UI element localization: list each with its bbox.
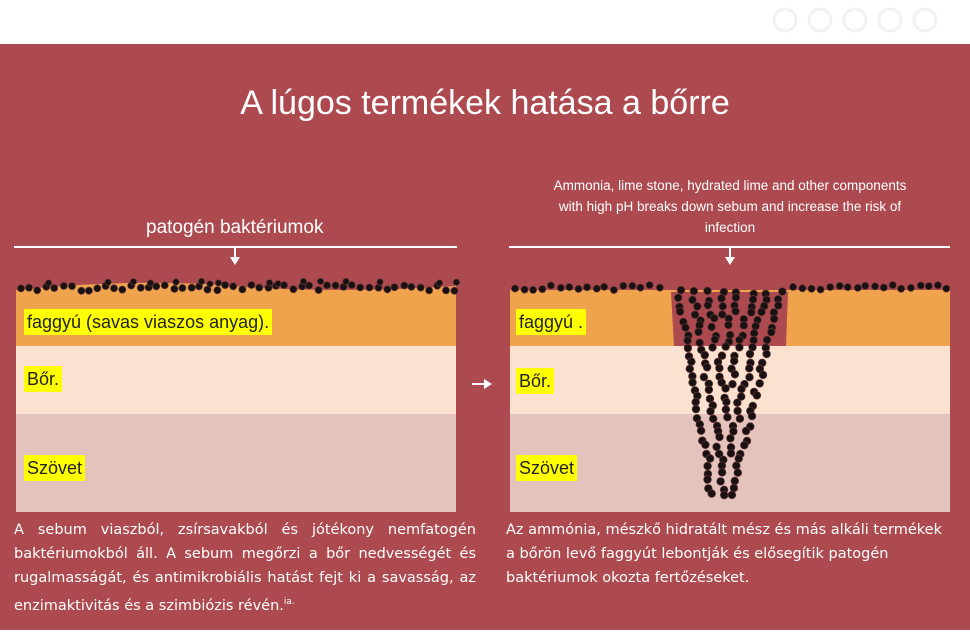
bacterium <box>248 281 255 288</box>
bacterium <box>756 380 764 388</box>
bacterium <box>716 364 724 372</box>
bacterium <box>51 284 58 291</box>
bacterium <box>656 284 663 291</box>
bacterium <box>511 285 518 292</box>
bacterium <box>836 282 843 289</box>
bacterium <box>718 469 726 477</box>
bacterium <box>637 284 644 291</box>
bacterium <box>747 309 755 317</box>
bacterium <box>719 302 727 310</box>
skin-layer <box>16 346 456 414</box>
bacterium <box>222 282 229 289</box>
bacterium <box>707 407 715 415</box>
bacterium <box>722 406 730 414</box>
bacterium <box>817 286 824 293</box>
bacterium <box>729 380 737 388</box>
bacterium <box>917 282 924 289</box>
bacterium <box>748 412 756 420</box>
bacterium <box>790 283 797 290</box>
bacterium <box>749 296 757 304</box>
bacterium <box>799 285 806 292</box>
bacterium <box>676 308 684 316</box>
bacterium <box>521 286 528 293</box>
bacterium <box>750 329 758 337</box>
bacterium <box>78 287 85 294</box>
left-caption <box>14 518 476 618</box>
bacterium <box>709 415 717 423</box>
bacterium <box>214 287 221 294</box>
bacterium <box>767 328 775 336</box>
bacterium <box>34 287 41 294</box>
bacterium <box>436 280 442 286</box>
bacterium <box>871 283 878 290</box>
bacterium <box>716 433 724 441</box>
bacterium <box>774 302 782 310</box>
bacterium <box>384 286 391 293</box>
bacterium <box>708 323 716 331</box>
arrow-down-icon <box>230 257 240 265</box>
bacterium <box>332 282 339 289</box>
bacterium <box>770 315 778 323</box>
bacterium <box>280 282 287 289</box>
bacterium <box>708 490 716 498</box>
bacterium <box>730 484 738 492</box>
bacterium <box>704 301 712 309</box>
diagram-title: A lúgos termékek hatása a bőrre <box>240 84 730 122</box>
arrow-down-icon <box>725 257 735 265</box>
bacterium <box>686 365 694 373</box>
bacterium <box>727 434 735 442</box>
bacterium <box>907 284 914 291</box>
bacterium <box>763 350 771 358</box>
bacterium <box>827 283 834 290</box>
bacterium <box>161 282 168 289</box>
bacterium <box>703 363 711 371</box>
bacterium <box>750 336 758 344</box>
bacterium <box>692 405 700 413</box>
bacterium <box>726 331 734 339</box>
bacterium <box>745 364 753 372</box>
bacterium <box>713 443 721 451</box>
bacterium <box>854 284 861 291</box>
bacterium <box>722 343 730 351</box>
bacterium <box>188 284 195 291</box>
bacterium <box>130 279 136 285</box>
bacterium <box>740 322 748 330</box>
bacterium <box>763 336 771 344</box>
bacterium <box>718 295 726 303</box>
bacterium <box>697 427 705 435</box>
bacterium <box>646 282 653 289</box>
bacterium <box>742 427 750 435</box>
bacterium <box>889 282 896 289</box>
bacterium <box>753 392 761 400</box>
bacterium <box>724 413 732 421</box>
bacterium <box>727 450 735 458</box>
bacterium <box>691 311 699 319</box>
bacterium <box>620 282 627 289</box>
bacterium <box>426 287 433 294</box>
bacterium <box>702 441 710 449</box>
bacterium <box>898 285 905 292</box>
bacterium <box>862 282 869 289</box>
bacterium <box>547 282 554 289</box>
bacterium <box>610 286 617 293</box>
bacterium <box>377 279 383 285</box>
bacterium <box>105 279 111 285</box>
bacterium <box>215 280 221 286</box>
bacterium <box>733 399 741 407</box>
bacterium <box>730 357 738 365</box>
bacterium <box>943 285 950 292</box>
bacterium <box>451 287 458 294</box>
bacterium <box>752 322 760 330</box>
bacterium <box>60 282 67 289</box>
bacterium <box>706 455 714 463</box>
bacterium <box>732 462 740 470</box>
bacterium <box>239 286 246 293</box>
bacterium <box>45 280 51 286</box>
bacterium <box>705 386 713 394</box>
bacterium <box>709 344 717 352</box>
bacterium <box>401 282 408 289</box>
bacterium <box>704 287 712 295</box>
bacterium <box>198 278 204 284</box>
bacterium <box>557 284 564 291</box>
bacterium <box>704 476 712 484</box>
left-caption-footnote: ia. <box>283 597 295 607</box>
bacterium <box>453 279 459 285</box>
bacterium <box>734 407 742 415</box>
bacterium <box>688 358 696 366</box>
bacterium <box>417 284 424 291</box>
diagram-panel <box>0 44 970 630</box>
bacterium <box>925 283 932 290</box>
bacterium <box>710 314 718 322</box>
bacterium <box>736 343 744 351</box>
bacterium <box>256 284 263 291</box>
bacterium <box>693 303 701 311</box>
bacterium <box>171 285 178 292</box>
bacterium <box>575 285 582 292</box>
bacterium <box>110 285 117 292</box>
bacterium <box>684 344 692 352</box>
bacterium <box>704 462 712 470</box>
bacterium <box>695 328 703 336</box>
right-label-tissue: Szövet <box>516 455 577 481</box>
bacterium <box>539 286 546 293</box>
bacterium <box>717 478 725 486</box>
bacterium <box>844 284 851 291</box>
bacterium <box>731 477 739 485</box>
bacterium <box>674 294 682 302</box>
bacterium <box>700 373 708 381</box>
bacterium <box>266 280 272 286</box>
right-caption: Az ammónia, mészkő hidratált mész és más alkáli termékek a bőrön levő faggyút lebontják és elősegítik patogén baktériumok okozta fertőzéseket. <box>506 522 942 586</box>
bacterium <box>778 288 786 296</box>
bacterium <box>629 282 636 289</box>
bacterium <box>732 294 740 302</box>
bacterium <box>758 308 766 316</box>
bacterium <box>728 491 736 499</box>
bacterium <box>734 469 742 477</box>
bacterium <box>25 284 32 291</box>
bacterium <box>735 455 743 463</box>
bacterium <box>736 336 744 344</box>
bacterium <box>366 284 373 291</box>
bacterium <box>357 284 364 291</box>
bacterium <box>690 287 698 295</box>
left-caption-text: A sebum viaszból, zsírsavakból és jótékony nemfatogén baktériumokból áll. A sebum megőrzi a bőr nedvességét és rugalmasságát, és antimikrobiális hatást fejt ki a savasság, az enzimaktivitás és a szimbiózis révén. <box>14 522 476 614</box>
bacterium <box>94 285 101 292</box>
bacterium <box>315 286 322 293</box>
bacterium <box>317 278 323 284</box>
bacterium <box>746 373 754 381</box>
bacterium <box>746 350 754 358</box>
bacterium <box>173 279 179 285</box>
bacterium <box>137 284 144 291</box>
bacterium <box>738 385 746 393</box>
bacterium <box>593 285 600 292</box>
bacterium <box>85 287 92 294</box>
bacterium <box>934 282 941 289</box>
bacterium <box>530 286 537 293</box>
bacterium <box>153 283 160 290</box>
bacterium <box>230 283 237 290</box>
bacterium <box>68 283 75 290</box>
bacterium <box>701 351 709 359</box>
bacterium <box>808 285 815 292</box>
bacterium <box>306 282 313 289</box>
right-label-sebum: faggyú . <box>516 309 586 335</box>
bacterium <box>689 296 697 304</box>
left-label-tissue: Szövet <box>24 455 85 481</box>
left-label-skin: Bőr. <box>24 366 62 392</box>
bacterium <box>442 287 449 294</box>
bacterium <box>323 282 330 289</box>
left-label-sebum: faggyú (savas viaszos anyag). <box>24 309 272 335</box>
bacterium <box>740 441 748 449</box>
bacterium <box>732 307 740 315</box>
left-heading: patogén baktériumok <box>146 217 324 238</box>
bacterium <box>720 491 728 499</box>
bacterium <box>119 286 126 293</box>
bacterium <box>17 285 24 292</box>
bacterium <box>601 283 608 290</box>
bacterium <box>692 398 700 406</box>
right-label-skin: Bőr. <box>516 368 554 394</box>
arrow-right-icon <box>470 378 494 390</box>
bacterium <box>731 370 739 378</box>
bacterium <box>684 337 692 345</box>
bacterium <box>677 286 685 294</box>
bacterium <box>722 385 730 393</box>
bacterium <box>689 379 697 387</box>
bacterium <box>583 284 590 291</box>
bacterium <box>725 321 733 329</box>
bacterium <box>179 284 186 291</box>
bacterium <box>696 339 704 347</box>
brand-logo-watermark <box>765 0 955 40</box>
bacterium <box>290 286 297 293</box>
bacterium <box>880 284 887 291</box>
bacterium <box>759 371 767 379</box>
bacterium <box>723 398 731 406</box>
bacterium <box>207 281 213 287</box>
bacterium <box>682 324 690 332</box>
bacterium <box>408 283 415 290</box>
bacterium <box>736 415 744 423</box>
right-heading: Ammonia, lime stone, hydrated lime and other components with high pH breaks down sebum and increase the risk of infection <box>553 178 907 235</box>
bacterium <box>566 283 573 290</box>
bacterium <box>391 284 398 291</box>
bacterium <box>348 281 355 288</box>
bacterium <box>711 336 719 344</box>
